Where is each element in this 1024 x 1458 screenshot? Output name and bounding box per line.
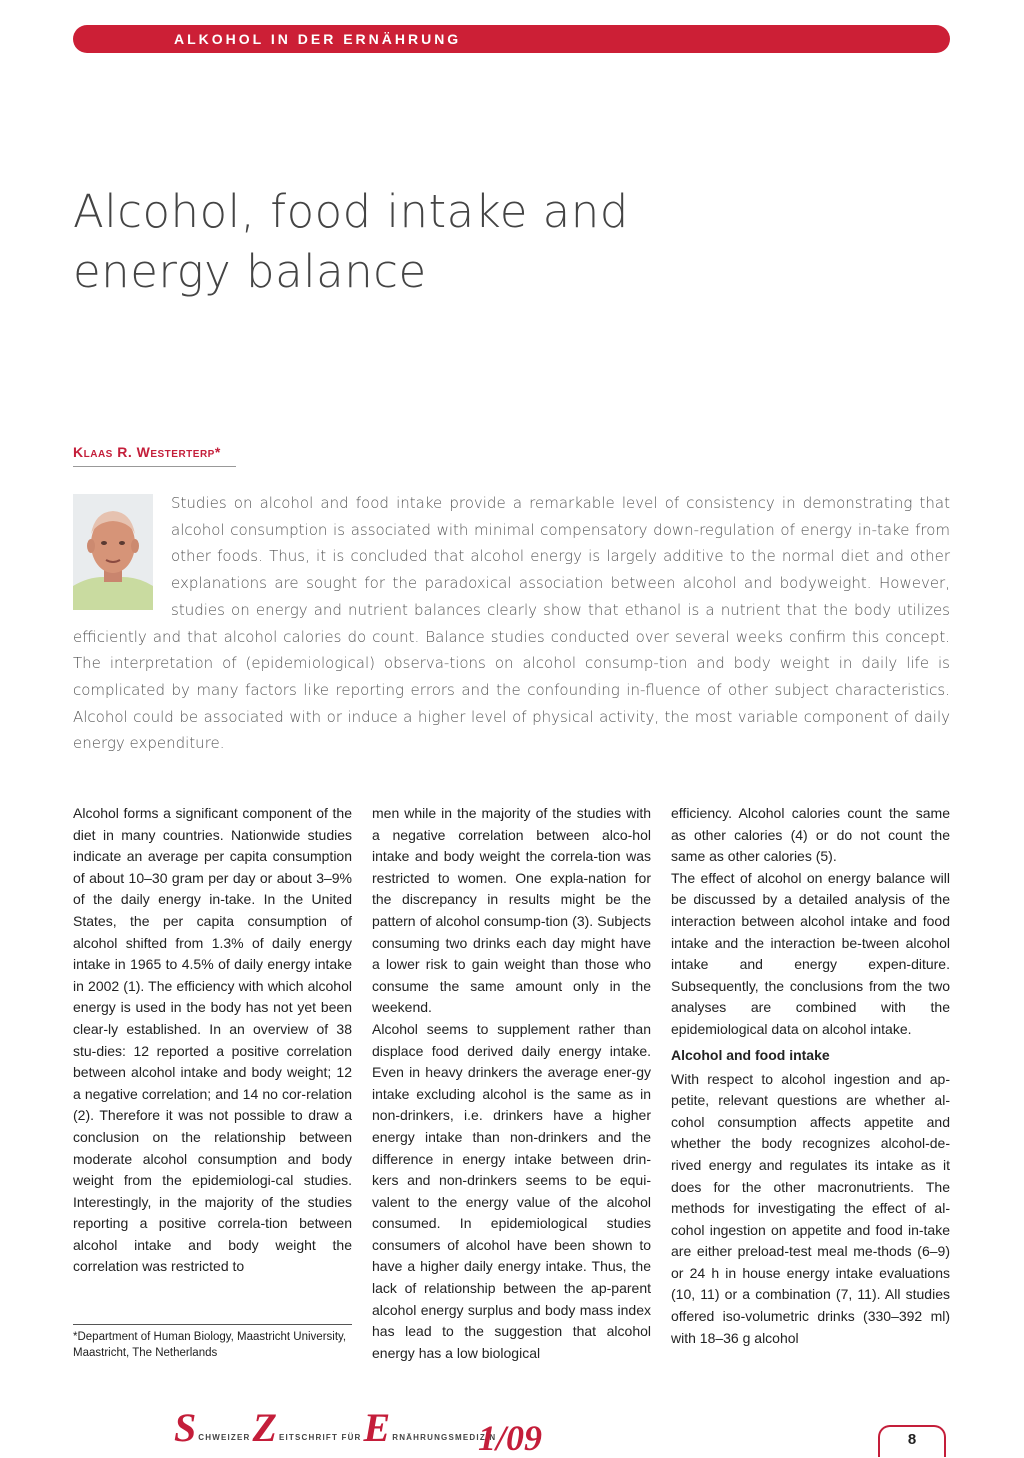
logo-letter-e: E — [363, 1405, 391, 1450]
paragraph: With respect to alcohol ingestion and ap-petite, relevant questions are whether al-cohol consumption affects appetite and whether the body recognizes alcohol-de-rived energy and regulates its intake as it does for the other macronutrients. The methods for investigating the effect of al-cohol ingestion on appetite and food in-take are either preload-test meal me-thods (6–9) or 24 h in house energy intake evaluations (10, 11) or a combination (7, 11). All studies offered iso-volumetric drinks (330–392 ml) with 18–36 g alcohol — [671, 1070, 950, 1346]
page-number: 8 — [878, 1425, 946, 1457]
author-divider — [73, 466, 236, 467]
paragraph: The effect of alcohol on energy balance will be discussed by a detailed analysis of the interaction between alcohol intake and food intake and the interaction be-tween alcohol intake and energy expen-diture. Subsequently, the conclusions from the two analyses are combined with the epidemiological data on alcohol intake. — [671, 869, 950, 1037]
body-column-2 — [372, 803, 651, 1364]
section-label: ALKOHOL IN DER ERNÄHRUNG — [174, 31, 462, 47]
logo-letter-z: Z — [252, 1405, 277, 1450]
body-column-1 — [73, 803, 352, 1278]
paragraph: Alcohol forms a significant component of the diet in many countries. Nationwide studies indicate an average per capita consumption of about 10–30 gram per day or about 3–9% of the daily energy in-take. In the United States, the per capita consumption of alcohol shifted from 1.3% of daily energy intake in 1965 to 4.5% of daily energy intake in 2002 (1). The efficiency with which alcohol energy is used in the body has not yet been clear-ly established. In an overview of 38 stu-dies: 12 reported a positive correlation between alcohol intake and body weight; 12 a negative correlation; and 14 no cor-relation (2). Therefore it was not possible to draw a conclusion on the relationship between moderate alcohol consumption and body weight from the epidemiologi-cal studies. Interestingly, in the majority of the studies reporting a positive correla-tion between alcohol intake and body weight the correlation was restricted to — [73, 805, 352, 1275]
issue-number: 1/09 — [478, 1418, 543, 1458]
footnote: *Department of Human Biology, Maastricht University, Maastricht, The Netherlands — [73, 1331, 347, 1359]
paragraph: efficiency. Alcohol calories count the same as other calories (4) or do not count the same as other calories (5). — [671, 805, 950, 865]
title-line-1: Alcohol, food intake and — [73, 185, 629, 238]
body-column-3 — [671, 803, 950, 1349]
article-title — [73, 182, 773, 302]
footnote-divider — [73, 1324, 352, 1325]
logo-letter-s: S — [174, 1405, 197, 1450]
author-name: Klaas R. Westerterp* — [73, 444, 221, 460]
abstract-text: Studies on alcohol and food intake provide a remarkable level of consistency in demonstrating that alcohol consumption is associated with minimal compensatory down-regulation of energy in-take from other foods. Thus, it is concluded that alcohol energy is largely additive to the normal diet and other explanations are sought for the paradoxical association between alcohol and bodyweight. However, studies on energy and nutrient balances clearly show that ethanol is a nutrient that the body utilizes efficiently and that alcohol calories do count. Balance studies conducted over several weeks confirm this concept. The interpretation of (epidemiological) observa-tions on alcohol consump-tion and body weight in daily life is complicated by many factors like reporting errors and the confounding in-fluence of other subject characteristics. Alcohol could be associated with or induce a higher level of physical activity, the most variable component of daily energy expenditure. — [73, 494, 950, 753]
section-banner — [73, 25, 950, 53]
logo-word-2: EITSCHRIFT FÜR — [278, 1433, 362, 1442]
logo-word-1: CHWEIZER — [198, 1433, 251, 1442]
title-line-2: energy balance — [73, 245, 427, 298]
abstract — [73, 490, 950, 757]
paragraph: Alcohol seems to supplement rather than displace food derived daily energy intake. Even in heavy drinkers the average ener-gy intake excluding alcohol is the same as in non-drinkers, i.e. drinkers have a higher energy intake than non-drinkers and the difference in energy intake between drin-kers and non-drinkers seems to be equi-valent to the energy value of the alcohol consumed. In epidemiological studies consumers of alcohol have been shown to have a higher daily energy intake. Thus, the lack of relationship between the ap-parent alcohol energy surplus and body mass index has lead to the suggestion that alcohol energy has a low biological — [372, 1020, 651, 1361]
section-heading: Alcohol and food intake — [671, 1046, 830, 1063]
paragraph: men while in the majority of the studies with a negative correlation between alco-hol intake and body weight the correla-tion was restricted to women. One expla-nation for the discrepancy in results might be the pattern of alcohol consump-tion (3). Subjects consuming two drinks each day might have a lower risk to gain weight than those who consume the same amount only in the weekend. — [372, 805, 651, 1016]
logo-word-3: RNÄHRUNGSMEDIZIN — [392, 1433, 497, 1442]
photo-spacer — [73, 490, 171, 620]
journal-logo — [174, 1405, 498, 1450]
